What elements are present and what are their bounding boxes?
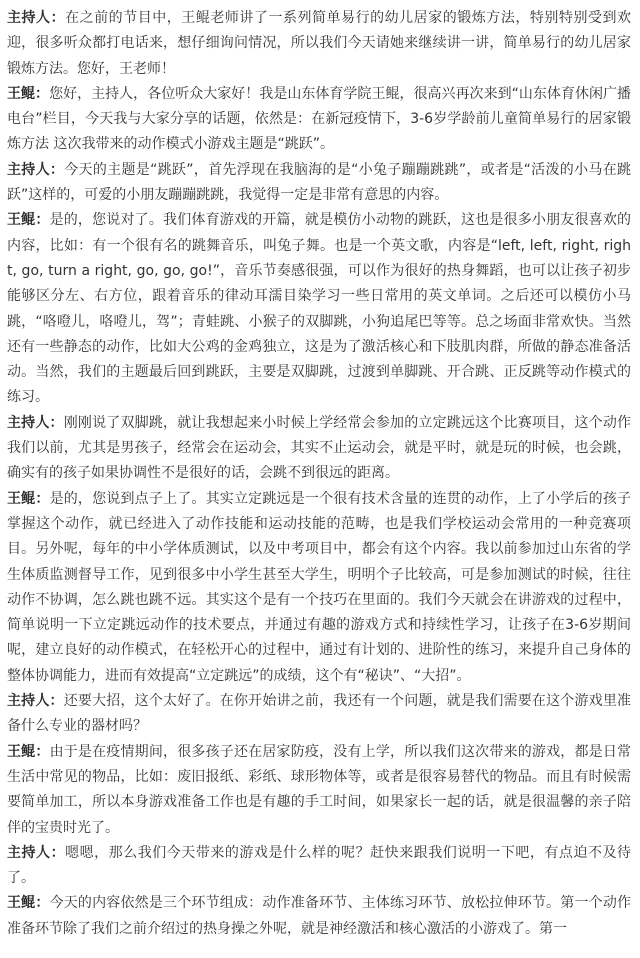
paragraph-text: 刚刚说了双脚跳，就让我想起来小时候上学经常会参加的立定跳远这个比赛项目，这个动作我们以前，尤其是男孩子，经常会在运动会，其实不止运动会，就是平时，就是玩的时候，也会跳，确实有的孩子如果协调性不是很好的话，会跳不到很远的距离。 bbox=[7, 414, 632, 482]
dialogue-paragraph bbox=[7, 891, 631, 942]
paragraph-text: 在之前的节目中，王鲲老师讲了一系列简单易行的幼儿居家的锻炼方法，特别特别受到欢迎，很多听众都打电话来，想仔细询问情况，所以我们今天请她来继续讲一讲，简单易行的幼儿居家锻炼方法。您好，王老师！ bbox=[7, 10, 632, 77]
speaker-label: 主持人： bbox=[7, 414, 64, 431]
speaker-label: 主持人： bbox=[7, 844, 66, 861]
speaker-label: 王鲲： bbox=[7, 895, 50, 912]
dialogue-paragraph bbox=[7, 82, 631, 158]
paragraph-text: 由于是在疫情期间，很多孩子还在居家防疫，没有上学，所以我们这次带来的游戏，都是日常生活中常见的物品，比如：废旧报纸、彩纸、球形物体等，或者是很容易替代的物品。而且有时候需要简单加工，所以本身游戏准备工作也是有趣的手工时间，如果家长一起的话，就是很温馨的亲子陪伴的宝贵时光了。 bbox=[7, 743, 632, 836]
dialogue-paragraph bbox=[7, 487, 631, 689]
dialogue-paragraph bbox=[7, 208, 631, 410]
paragraph-text: 嗯嗯，那么我们今天带来的游戏是什么样的呢？赶快来跟我们说明一下吧，有点迫不及待了。 bbox=[7, 844, 632, 887]
paragraph-text: 您好，主持人，各位听众大家好！我是山东体育学院王鲲，很高兴再次来到“山东体育休闲广播电台”栏目，今天我与大家分享的话题，依然是：在新冠疫情下，3-6岁学龄前儿童简单易行的居家锻炼方法 这次我带来的动作模式小游戏主题是“跳跃”。 bbox=[7, 85, 631, 153]
paragraph-text: 是的，您说对了。我们体育游戏的开篇，就是模仿小动物的跳跃，这也是很多小朋友很喜欢的内容，比如：有一个很有名的跳舞音乐，叫兔子舞。也是一个英文歌，内容是“left, left, right, right, go, turn a right, go, go, go!”，音乐节奏感很强，可以作为很好的热身舞蹈，也可以让孩子初步能够区分左、右方位，跟着音乐的律动耳濡目染学习一些日常用的英文单词。之后还可以模仿小马跳，“咯噔儿，咯噔儿，驾”；青蛙跳、小猴子的双脚跳，小狗追尾巴等等。总之场面非常欢快。当然还有一些静态的动作，比如大公鸡的金鸡独立，这是为了激活核心和下肢肌肉群，所做的静态准备活动。当然，我们的主题最后回到跳跃，主要是双脚跳，过渡到单脚跳、开合跳、正反跳等动作模式的练习。 bbox=[7, 212, 632, 406]
dialogue-paragraph bbox=[7, 841, 631, 892]
paragraph-text: 还要大招，这个太好了。在你开始讲之前，我还有一个问题，就是我们需要在这个游戏里准备什么专业的器材吗？ bbox=[7, 693, 632, 735]
speaker-label: 王鲲： bbox=[7, 212, 50, 229]
paragraph-text: 今天的主题是“跳跃”，首先浮现在我脑海的是“小兔子蹦蹦跳跳”，或者是“活泼的小马在跳跃”这样的，可爱的小朋友蹦蹦跳跳，我觉得一定是非常有意思的内容。 bbox=[7, 161, 632, 204]
dialogue-paragraph bbox=[7, 6, 631, 82]
dialogue-paragraph bbox=[7, 411, 631, 487]
speaker-label: 主持人： bbox=[7, 10, 66, 26]
paragraph-text: 是的，您说到点子上了。其实立定跳远是一个很有技术含量的连贯的动作，上了小学后的孩子掌握这个动作，就已经进入了动作技能和运动技能的范畴，也是我们学校运动会常用的一种竞赛项目。另外呢，每年的中小学体质测试，以及中考项目中，都会有这个内容。我以前参加过山东省的学生体质监测督导工作，见到很多中小学生甚至大学生，明明个子比较高，可是参加测试的时候，往往动作不协调，怎么跳也跳不远。其实这个是有一个技巧在里面的。我们今天就会在讲游戏的过程中，简单说明一下立定跳远动作的技术要点，并通过有趣的游戏方式和持续性学习，让孩子在3-6岁期间呢，建立良好的动作模式，在轻松开心的过程中，通过有计划的、进阶性的练习，来提升自己身体的整体协调能力，进而有效提高“立定跳远”的成绩，这个有“秘诀”、“大招”。 bbox=[7, 490, 632, 684]
dialogue-paragraph bbox=[7, 158, 631, 209]
speaker-label: 主持人： bbox=[7, 693, 64, 710]
speaker-label: 王鲲： bbox=[7, 490, 50, 507]
paragraph-text: 今天的内容依然是三个环节组成：动作准备环节、主体练习环节、放松拉伸环节。第一个动作准备环节除了我们之前介绍过的热身操之外呢，就是神经激活和核心激活的小游戏了。第一 bbox=[7, 895, 632, 937]
dialogue-paragraph bbox=[7, 740, 631, 841]
speaker-label: 主持人： bbox=[7, 161, 65, 178]
speaker-label: 王鲲： bbox=[7, 743, 50, 760]
speaker-label: 王鲲： bbox=[7, 85, 50, 102]
dialogue-paragraph bbox=[7, 689, 631, 740]
